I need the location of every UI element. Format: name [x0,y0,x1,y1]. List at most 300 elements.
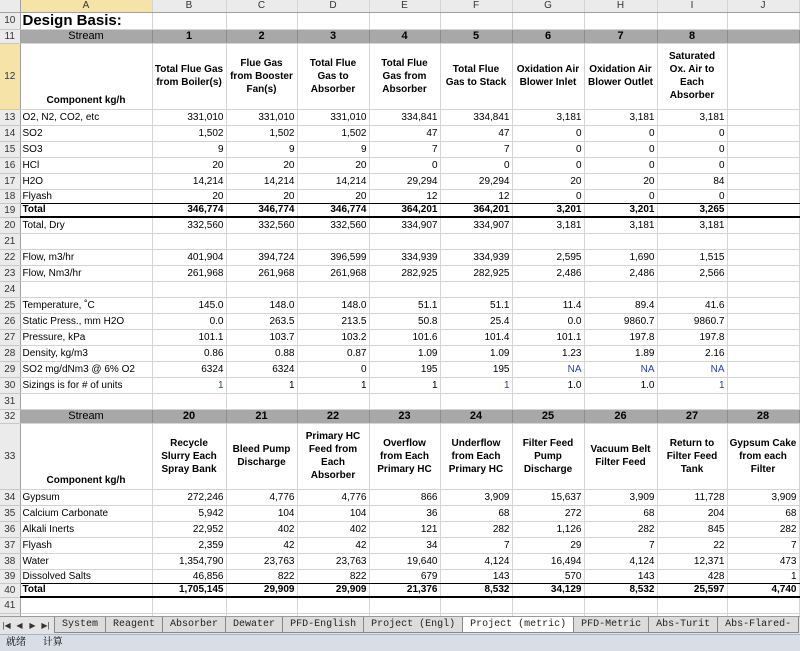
row-header[interactable]: 14 [0,125,20,141]
cell-value[interactable]: 2,566 [657,265,727,281]
cell-value[interactable]: 0 [657,125,727,141]
cell-value[interactable]: NA [657,361,727,377]
cell-value[interactable]: Total Flue Gas to Stack [440,43,512,109]
cell-value[interactable]: Recycle Slurry Each Spray Bank [152,423,226,489]
sheet-tab[interactable]: Dewater [225,617,283,633]
cell-value[interactable]: 3,909 [727,489,799,505]
cell-value[interactable] [226,281,297,297]
cell-value[interactable]: 1 [657,377,727,393]
cell-value[interactable] [727,157,799,173]
cell-value[interactable]: 7 [440,141,512,157]
cell-label[interactable]: Flyash [20,537,152,553]
cell-value[interactable] [369,393,440,409]
cell-value[interactable] [657,597,727,613]
cell-value[interactable]: 1.89 [584,345,657,361]
sheet-tab[interactable]: Reagent [105,617,163,633]
cell-value[interactable] [297,597,369,613]
cell-value[interactable]: 331,010 [226,109,297,125]
cell-value[interactable]: 9 [152,141,226,157]
cell-value[interactable]: 51.1 [369,297,440,313]
cell-value[interactable]: 8,532 [584,583,657,597]
cell-value[interactable]: 22 [657,537,727,553]
cell-label[interactable]: Calcium Carbonate [20,505,152,521]
column-header-f[interactable]: F [440,0,512,12]
cell-value[interactable]: 3,265 [657,203,727,217]
cell-value[interactable] [727,329,799,345]
cell-value[interactable] [440,597,512,613]
cell-value[interactable]: 14,214 [226,173,297,189]
cell-value[interactable]: 3,181 [584,109,657,125]
cell-value[interactable]: 1,354,790 [152,553,226,569]
row-header[interactable]: 26 [0,313,20,329]
row-header[interactable]: 18 [0,189,20,203]
cell-label[interactable]: Pressure, kPa [20,329,152,345]
cell-label[interactable]: HCl [20,157,152,173]
cell-value[interactable]: 14,214 [297,173,369,189]
cell-value[interactable]: 121 [369,521,440,537]
cell-value[interactable]: 332,560 [297,217,369,233]
sheet-tab[interactable]: Absorber [162,617,226,633]
cell-value[interactable] [727,297,799,313]
cell-value[interactable]: Total Flue Gas from Absorber [369,43,440,109]
cell-value[interactable]: 346,774 [226,203,297,217]
cell-value[interactable]: 7 [584,29,657,43]
cell-value[interactable]: 36 [369,505,440,521]
cell-value[interactable]: 334,907 [369,217,440,233]
cell-value[interactable]: 2,595 [512,249,584,265]
sheet-tab[interactable]: Abs-Flared- [717,617,799,633]
cell-value[interactable]: 0.88 [226,345,297,361]
column-header-i[interactable]: I [657,0,727,12]
cell-value[interactable]: 394,724 [226,249,297,265]
cell-value[interactable] [727,249,799,265]
cell-value[interactable]: 4,740 [727,583,799,597]
column-header-h[interactable]: H [584,0,657,12]
cell-label[interactable]: Component kg/h [20,423,152,489]
cell-value[interactable]: 263.5 [226,313,297,329]
cell-label[interactable]: Total [20,203,152,217]
row-header[interactable]: 41 [0,597,20,613]
cell-value[interactable] [727,377,799,393]
cell-value[interactable]: 1,502 [226,125,297,141]
cell-value[interactable]: Filter Feed Pump Discharge [512,423,584,489]
cell-value[interactable]: 41.6 [657,297,727,313]
cell-value[interactable] [727,313,799,329]
cell-value[interactable]: 3,909 [440,489,512,505]
cell-value[interactable]: 334,841 [440,109,512,125]
cell-value[interactable]: 5 [440,29,512,43]
cell-value[interactable]: 0.0 [512,313,584,329]
cell-value[interactable]: 822 [297,569,369,583]
cell-label[interactable]: Dissolved Salts [20,569,152,583]
cell-value[interactable]: 101.6 [369,329,440,345]
cell-value[interactable]: 402 [297,521,369,537]
cell-value[interactable]: 195 [440,361,512,377]
row-header[interactable]: 31 [0,393,20,409]
cell-label[interactable]: Design Basis: [20,12,152,29]
cell-value[interactable]: 282,925 [369,265,440,281]
cell-value[interactable]: Vacuum Belt Filter Feed [584,423,657,489]
cell-value[interactable]: 272,246 [152,489,226,505]
cell-value[interactable]: Overflow from Each Primary HC [369,423,440,489]
prev-sheet-icon[interactable]: ◀ [16,621,23,630]
cell-value[interactable]: Primary HC Feed from Each Absorber [297,423,369,489]
cell-value[interactable]: 20 [226,157,297,173]
cell-value[interactable] [512,393,584,409]
cell-value[interactable]: 261,968 [226,265,297,281]
cell-value[interactable]: 20 [152,157,226,173]
cell-value[interactable]: 101.1 [152,329,226,345]
cell-value[interactable] [657,393,727,409]
cell-value[interactable] [297,12,369,29]
cell-value[interactable]: 68 [440,505,512,521]
row-header[interactable]: 25 [0,297,20,313]
cell-label[interactable]: SO2 mg/dNm3 @ 6% O2 [20,361,152,377]
first-sheet-icon[interactable]: |◀ [2,621,11,630]
cell-value[interactable]: 25,597 [657,583,727,597]
cell-value[interactable]: 7 [584,537,657,553]
cell-value[interactable]: 3,201 [512,203,584,217]
cell-value[interactable]: 42 [297,537,369,553]
cell-value[interactable]: 3 [297,29,369,43]
cell-value[interactable] [440,281,512,297]
cell-value[interactable]: Oxidation Air Blower Inlet [512,43,584,109]
cell-value[interactable]: 20 [152,409,226,423]
cell-value[interactable]: 16,494 [512,553,584,569]
cell-value[interactable]: 1,705,145 [152,583,226,597]
cell-value[interactable]: 29 [512,537,584,553]
cell-value[interactable]: 23,763 [297,553,369,569]
row-header[interactable]: 10 [0,12,20,29]
column-header-j[interactable]: J [727,0,799,12]
cell-value[interactable] [727,203,799,217]
cell-value[interactable]: 34,129 [512,583,584,597]
cell-value[interactable]: 364,201 [440,203,512,217]
next-sheet-icon[interactable]: ▶ [29,621,36,630]
cell-value[interactable]: 20 [512,173,584,189]
cell-value[interactable]: 0 [657,141,727,157]
row-header[interactable]: 23 [0,265,20,281]
cell-label[interactable]: Temperature, ˚C [20,297,152,313]
cell-value[interactable]: 101.1 [512,329,584,345]
cell-value[interactable]: 197.8 [657,329,727,345]
cell-value[interactable]: 8 [657,29,727,43]
cell-value[interactable] [727,265,799,281]
cell-value[interactable]: 11,728 [657,489,727,505]
cell-value[interactable] [584,12,657,29]
cell-label[interactable]: O2, N2, CO2, etc [20,109,152,125]
cell-value[interactable]: 282 [440,521,512,537]
cell-label[interactable]: Flow, m3/hr [20,249,152,265]
cell-value[interactable] [512,12,584,29]
cell-value[interactable] [657,233,727,249]
cell-value[interactable]: 0.87 [297,345,369,361]
row-header[interactable]: 30 [0,377,20,393]
cell-value[interactable]: 364,201 [369,203,440,217]
cell-value[interactable]: 4,124 [440,553,512,569]
cell-value[interactable]: 47 [369,125,440,141]
cell-value[interactable]: 2,359 [152,537,226,553]
cell-value[interactable]: 148.0 [297,297,369,313]
sheet-tab[interactable]: Project (Engl) [363,617,463,633]
cell-value[interactable]: 0 [584,189,657,203]
row-header[interactable]: 19 [0,203,20,217]
cell-value[interactable]: 845 [657,521,727,537]
cell-value[interactable]: Flue Gas from Booster Fan(s) [226,43,297,109]
cell-value[interactable]: 5,942 [152,505,226,521]
cell-value[interactable] [584,281,657,297]
row-header[interactable]: 17 [0,173,20,189]
cell-value[interactable] [727,109,799,125]
cell-value[interactable]: 2.16 [657,345,727,361]
cell-value[interactable] [727,173,799,189]
cell-value[interactable]: 1.0 [512,377,584,393]
cell-value[interactable] [657,281,727,297]
cell-value[interactable]: 6324 [152,361,226,377]
cell-value[interactable]: 19,640 [369,553,440,569]
cell-value[interactable]: 282,925 [440,265,512,281]
cell-value[interactable] [584,233,657,249]
cell-value[interactable]: 261,968 [152,265,226,281]
cell-value[interactable]: 0 [512,125,584,141]
cell-value[interactable] [226,597,297,613]
cell-value[interactable]: 14,214 [152,173,226,189]
cell-value[interactable] [152,393,226,409]
cell-value[interactable]: 6324 [226,361,297,377]
cell-value[interactable] [727,233,799,249]
row-header[interactable]: 39 [0,569,20,583]
cell-value[interactable] [727,189,799,203]
cell-value[interactable] [369,597,440,613]
cell-value[interactable]: 8,532 [440,583,512,597]
cell-value[interactable]: 3,181 [657,109,727,125]
cell-value[interactable]: 29,909 [226,583,297,597]
cell-value[interactable]: 1,690 [584,249,657,265]
cell-value[interactable] [152,12,226,29]
cell-value[interactable]: 4,776 [297,489,369,505]
cell-value[interactable] [657,12,727,29]
cell-value[interactable]: 334,939 [369,249,440,265]
cell-value[interactable]: 4 [369,29,440,43]
cell-value[interactable]: 1.09 [440,345,512,361]
cell-value[interactable]: 7 [727,537,799,553]
cell-value[interactable]: 346,774 [297,203,369,217]
cell-value[interactable]: 0 [369,157,440,173]
last-sheet-icon[interactable]: ▶| [41,621,50,630]
cell-value[interactable]: 197.8 [584,329,657,345]
cell-value[interactable]: 428 [657,569,727,583]
select-all-corner[interactable] [0,0,20,12]
cell-value[interactable]: Bleed Pump Discharge [226,423,297,489]
cell-value[interactable]: 0 [512,157,584,173]
cell-value[interactable]: 1,502 [297,125,369,141]
cell-value[interactable]: 331,010 [297,109,369,125]
cell-value[interactable]: 15,637 [512,489,584,505]
row-header[interactable]: 21 [0,233,20,249]
cell-value[interactable]: 50.8 [369,313,440,329]
cell-value[interactable]: 29,294 [440,173,512,189]
cell-value[interactable] [226,393,297,409]
cell-label[interactable]: Flow, Nm3/hr [20,265,152,281]
cell-value[interactable]: 1,515 [657,249,727,265]
sheet-tab[interactable]: PFD-Metric [573,617,649,633]
cell-value[interactable]: 34 [369,537,440,553]
cell-value[interactable] [440,233,512,249]
cell-value[interactable] [727,281,799,297]
cell-value[interactable]: 9860.7 [584,313,657,329]
cell-value[interactable]: 22 [297,409,369,423]
cell-value[interactable]: 1.0 [584,377,657,393]
cell-label[interactable]: Water [20,553,152,569]
cell-value[interactable] [727,29,799,43]
row-header[interactable]: 34 [0,489,20,505]
cell-value[interactable]: 1.23 [512,345,584,361]
cell-value[interactable] [297,393,369,409]
cell-value[interactable]: 11.4 [512,297,584,313]
cell-value[interactable]: 0 [440,157,512,173]
cell-value[interactable]: 2,486 [512,265,584,281]
cell-value[interactable]: 473 [727,553,799,569]
cell-value[interactable] [727,217,799,233]
cell-value[interactable]: 1,126 [512,521,584,537]
cell-value[interactable] [369,281,440,297]
row-header[interactable]: 29 [0,361,20,377]
cell-value[interactable] [727,393,799,409]
cell-label[interactable]: H2O [20,173,152,189]
cell-value[interactable]: 20 [584,173,657,189]
cell-value[interactable]: 9 [297,141,369,157]
cell-value[interactable]: 47 [440,125,512,141]
row-header[interactable]: 15 [0,141,20,157]
row-header[interactable]: 35 [0,505,20,521]
cell-value[interactable]: 1,502 [152,125,226,141]
cell-value[interactable] [152,233,226,249]
cell-value[interactable]: 20 [152,189,226,203]
cell-label[interactable] [20,233,152,249]
cell-value[interactable]: 20 [226,189,297,203]
cell-value[interactable]: 22,952 [152,521,226,537]
cell-value[interactable] [512,233,584,249]
row-header[interactable]: 16 [0,157,20,173]
cell-value[interactable]: 3,181 [657,217,727,233]
cell-value[interactable]: 23,763 [226,553,297,569]
cell-value[interactable]: 1 [727,569,799,583]
cell-value[interactable]: 25.4 [440,313,512,329]
cell-value[interactable]: 0 [657,189,727,203]
cell-value[interactable]: 1 [152,29,226,43]
cell-value[interactable]: 1 [440,377,512,393]
cell-label[interactable]: Sizings is for # of units [20,377,152,393]
cell-value[interactable] [727,12,799,29]
row-header[interactable]: 27 [0,329,20,345]
cell-value[interactable] [226,12,297,29]
cell-label[interactable] [20,393,152,409]
cell-value[interactable] [440,393,512,409]
row-header[interactable]: 24 [0,281,20,297]
cell-value[interactable]: 12,371 [657,553,727,569]
cell-value[interactable]: 272 [512,505,584,521]
cell-value[interactable]: 29,909 [297,583,369,597]
cell-value[interactable]: 1 [226,377,297,393]
cell-value[interactable]: 396,599 [297,249,369,265]
cell-value[interactable]: 84 [657,173,727,189]
cell-value[interactable]: 3,181 [512,217,584,233]
cell-label[interactable]: Gypsum [20,489,152,505]
cell-value[interactable]: 0 [584,125,657,141]
cell-label[interactable] [20,597,152,613]
cell-value[interactable] [297,233,369,249]
cell-value[interactable]: 21 [226,409,297,423]
cell-value[interactable]: 3,181 [512,109,584,125]
cell-value[interactable] [297,281,369,297]
column-header-e[interactable]: E [369,0,440,12]
cell-value[interactable]: 402 [226,521,297,537]
cell-value[interactable]: 148.0 [226,297,297,313]
cell-value[interactable]: NA [584,361,657,377]
cell-value[interactable] [152,281,226,297]
cell-value[interactable]: 332,560 [226,217,297,233]
cell-value[interactable]: 104 [297,505,369,521]
cell-value[interactable]: Saturated Ox. Air to Each Absorber [657,43,727,109]
sheet-tab[interactable]: Project (metric) [462,617,574,633]
cell-value[interactable]: 20 [297,189,369,203]
column-header-c[interactable]: C [226,0,297,12]
cell-value[interactable]: 204 [657,505,727,521]
cell-value[interactable] [727,597,799,613]
cell-value[interactable] [727,345,799,361]
row-header[interactable]: 38 [0,553,20,569]
cell-value[interactable]: 42 [226,537,297,553]
cell-label[interactable]: Total, Dry [20,217,152,233]
cell-value[interactable]: Total Flue Gas to Absorber [297,43,369,109]
cell-value[interactable]: 0 [512,189,584,203]
cell-value[interactable]: 68 [584,505,657,521]
row-header[interactable]: 32 [0,409,20,423]
cell-value[interactable]: 28 [727,409,799,423]
cell-value[interactable]: 24 [440,409,512,423]
cell-value[interactable]: 679 [369,569,440,583]
cell-value[interactable]: 27 [657,409,727,423]
cell-value[interactable]: 0.86 [152,345,226,361]
cell-value[interactable]: 1 [297,377,369,393]
cell-value[interactable]: 334,907 [440,217,512,233]
cell-label[interactable]: Total [20,583,152,597]
cell-value[interactable]: 25 [512,409,584,423]
column-header-b[interactable]: B [152,0,226,12]
cell-value[interactable]: 103.2 [297,329,369,345]
cell-label[interactable]: Component kg/h [20,43,152,109]
cell-value[interactable]: 0 [584,157,657,173]
row-header[interactable]: 40 [0,583,20,597]
cell-label[interactable]: Alkali Inerts [20,521,152,537]
cell-value[interactable]: 331,010 [152,109,226,125]
cell-value[interactable]: 2,486 [584,265,657,281]
cell-value[interactable]: 2 [226,29,297,43]
row-header[interactable]: 22 [0,249,20,265]
cell-value[interactable] [584,597,657,613]
cell-value[interactable] [369,12,440,29]
cell-value[interactable]: 0 [512,141,584,157]
cell-value[interactable]: 334,841 [369,109,440,125]
cell-value[interactable]: Underflow from Each Primary HC [440,423,512,489]
cell-value[interactable]: 0 [584,141,657,157]
cell-value[interactable]: 26 [584,409,657,423]
cell-value[interactable]: 103.7 [226,329,297,345]
cell-label[interactable] [20,281,152,297]
cell-value[interactable]: 23 [369,409,440,423]
cell-value[interactable]: 0 [297,361,369,377]
cell-value[interactable]: 143 [584,569,657,583]
